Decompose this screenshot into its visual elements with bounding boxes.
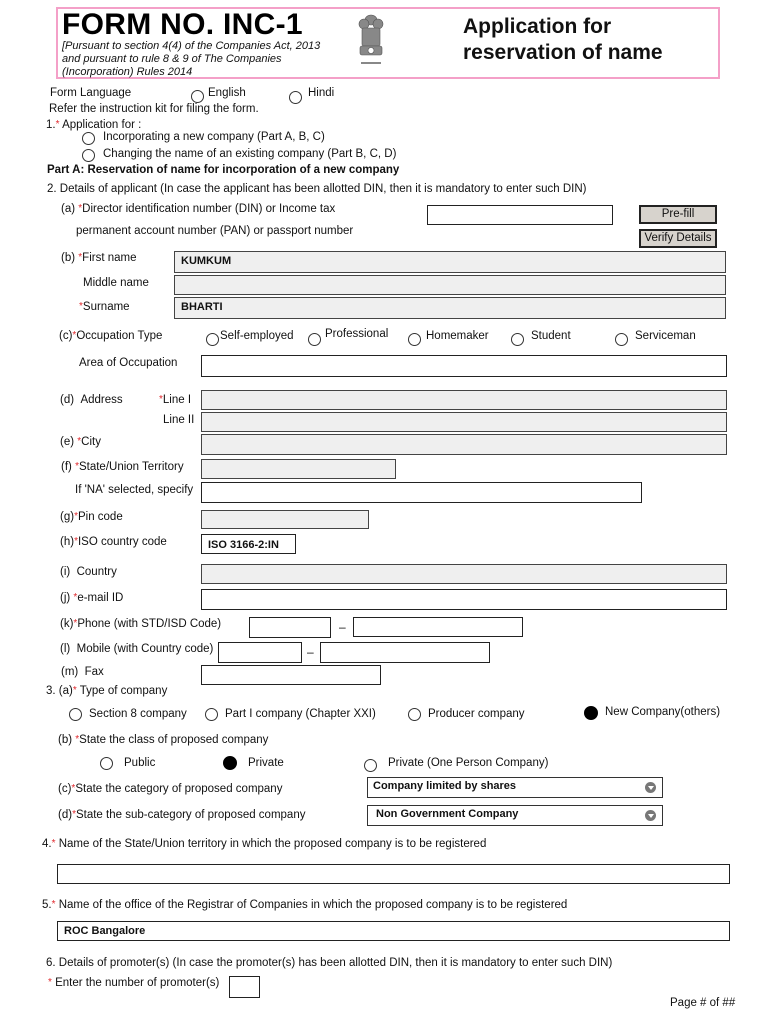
- radio-student[interactable]: [511, 333, 524, 346]
- prefill-button[interactable]: Pre-fill: [639, 205, 717, 224]
- q2f-prefix: (f): [61, 461, 72, 473]
- din-pan-input[interactable]: [427, 205, 613, 225]
- q2k-prefix: (k): [60, 618, 74, 630]
- radio-change-name-label: Changing the name of an existing company (Part B, C, D): [103, 148, 397, 160]
- page-title: [463, 14, 663, 66]
- q2-heading: 2. Details of applicant (In case the applicant has been allotted DIN, then it is mandatory to enter such DIN): [47, 183, 587, 195]
- occupation-type-label-text: Occupation Type: [76, 330, 163, 342]
- q1-number: 1.: [46, 119, 56, 131]
- q4-label: [42, 838, 486, 850]
- pursuant-text: [62, 40, 352, 79]
- surname-value: BHARTI: [181, 301, 223, 313]
- email-label-text: e-mail ID: [77, 592, 124, 604]
- q2a-label-line-2: permanent account number (PAN) or passport number: [76, 225, 354, 237]
- country-label: [60, 566, 117, 578]
- required-marker: *: [51, 838, 56, 849]
- required-marker: *: [71, 783, 76, 794]
- surname-label: [79, 301, 130, 313]
- occupation-type-label: [59, 330, 162, 342]
- q1-label: [46, 119, 141, 131]
- radio-student-label: Student: [531, 330, 571, 342]
- q2a-label: [61, 203, 335, 215]
- chevron-down-icon: [645, 782, 656, 793]
- pin-code-label: [60, 511, 123, 523]
- q2m-prefix: (m): [61, 666, 79, 678]
- mobile-label: [60, 643, 213, 655]
- verify-details-button[interactable]: Verify Details: [639, 229, 717, 248]
- q5-number: 5.: [42, 899, 52, 911]
- required-marker: *: [159, 394, 163, 405]
- title-line-1: Application for: [463, 15, 612, 38]
- required-marker: *: [51, 899, 56, 910]
- category-select[interactable]: [367, 777, 663, 798]
- middle-name-label: Middle name: [83, 277, 149, 289]
- page-number: Page # of ##: [670, 997, 736, 1009]
- na-specify-input[interactable]: [201, 482, 642, 503]
- state-input[interactable]: [201, 459, 396, 479]
- title-line-2: reservation of name: [463, 41, 663, 64]
- required-marker: *: [78, 252, 83, 263]
- radio-section-8-company[interactable]: [69, 708, 82, 721]
- radio-private-label: Private: [248, 757, 284, 769]
- category-label: [58, 783, 282, 795]
- radio-new-company-others-label: New Company(others): [605, 706, 721, 718]
- q3a-prefix: 3. (a): [46, 685, 73, 697]
- middle-name-input[interactable]: [174, 275, 726, 295]
- q5-label: [42, 899, 567, 911]
- required-marker: *: [79, 301, 83, 312]
- q1-label-text: Application for :: [62, 119, 142, 131]
- radio-producer-company[interactable]: [408, 708, 421, 721]
- iso-country-code-label-text: ISO country code: [77, 536, 167, 548]
- city-label: [60, 436, 101, 448]
- radio-homemaker-label: Homemaker: [426, 330, 489, 342]
- q4-number: 4.: [42, 838, 52, 850]
- pursuant-line-1: [Pursuant to section 4(4) of the Companies Act, 2013: [62, 40, 321, 52]
- class-of-company-label-text: State the class of proposed company: [79, 734, 269, 746]
- class-of-company-label: [58, 734, 268, 746]
- required-marker: *: [77, 436, 82, 447]
- area-of-occupation-label: Area of Occupation: [79, 357, 178, 369]
- q3b-prefix: (b): [58, 734, 73, 746]
- fax-label: [61, 666, 104, 678]
- pursuant-line-3: (Incorporation) Rules 2014: [62, 66, 193, 78]
- pursuant-line-2: and pursuant to rule 8 & 9 of The Companies: [62, 53, 282, 65]
- radio-professional[interactable]: [308, 333, 321, 346]
- radio-professional-label: Professional: [325, 328, 389, 340]
- required-marker: *: [48, 977, 52, 988]
- sub-category-label-text: State the sub-category of proposed company: [75, 809, 306, 821]
- first-name-label-text: First name: [82, 252, 137, 264]
- address-line2-label: Line II: [163, 414, 195, 426]
- q5-label-text: Name of the office of the Registrar of Companies in which the proposed company is to be registered: [58, 899, 568, 911]
- iso-country-code-label: [60, 536, 167, 548]
- surname-label-text: Surname: [82, 301, 130, 313]
- address-label-text: Address: [80, 394, 123, 406]
- q6-heading: 6. Details of promoter(s) (In case the promoter(s) has been allotted DIN, then it is mandatory to enter such DIN): [46, 957, 613, 969]
- radio-part-i-company-label: Part I company (Chapter XXI): [225, 708, 376, 720]
- address-line1-label-text: Line I: [162, 394, 192, 406]
- sub-category-select-value: Non Government Company: [376, 808, 519, 820]
- required-marker: *: [78, 203, 83, 214]
- q2a-label-line-1: Director identification number (DIN) or Income tax: [82, 203, 336, 215]
- mobile-country-code-input[interactable]: [218, 642, 302, 663]
- part-a-heading: Part A: Reservation of name for incorporation of a new company: [47, 164, 400, 176]
- first-name-label: [61, 252, 137, 264]
- radio-section-8-company-label: Section 8 company: [89, 708, 187, 720]
- email-label: [60, 592, 123, 604]
- required-marker: *: [73, 592, 78, 603]
- q2g-prefix: (g): [60, 511, 75, 523]
- sub-category-label: [58, 809, 305, 821]
- first-name-input[interactable]: [174, 251, 726, 273]
- q2e-prefix: (e): [60, 436, 75, 448]
- first-name-value: KUMKUM: [181, 255, 232, 267]
- radio-homemaker[interactable]: [408, 333, 421, 346]
- national-emblem-icon: [356, 12, 386, 74]
- phone-number-input[interactable]: [353, 617, 523, 637]
- iso-country-code-value: ISO 3166-2:IN: [208, 539, 279, 551]
- area-of-occupation-input[interactable]: [201, 355, 727, 377]
- mobile-number-input[interactable]: [320, 642, 490, 663]
- required-marker: *: [75, 734, 80, 745]
- roc-office-input[interactable]: [57, 921, 730, 941]
- q3c-prefix: (c): [58, 783, 72, 795]
- radio-english-label: English: [208, 87, 246, 99]
- radio-new-company-others[interactable]: [584, 706, 598, 720]
- required-marker: *: [72, 330, 77, 341]
- chevron-down-icon: [645, 810, 656, 821]
- na-specify-label: If 'NA' selected, specify: [75, 484, 194, 496]
- promoter-count-input[interactable]: [229, 976, 260, 998]
- radio-public[interactable]: [100, 757, 113, 770]
- fax-label-text: Fax: [84, 666, 104, 678]
- phone-label-text: Phone (with STD/ISD Code): [77, 618, 222, 630]
- phone-std-code-input[interactable]: [249, 617, 331, 638]
- iso-country-code-field: [201, 534, 296, 554]
- q4-label-text: Name of the State/Union territory in which the proposed company is to be registered: [58, 838, 487, 850]
- radio-serviceman-label: Serviceman: [635, 330, 696, 342]
- sub-category-select[interactable]: [367, 805, 663, 826]
- required-marker: *: [74, 511, 78, 522]
- required-marker: *: [73, 618, 78, 629]
- promoter-count-label-text: Enter the number of promoter(s): [55, 977, 220, 989]
- country-input[interactable]: [201, 564, 727, 584]
- radio-private[interactable]: [223, 756, 237, 770]
- q2a-prefix: (a): [61, 203, 76, 215]
- address-line2-input[interactable]: [201, 412, 727, 432]
- state-label-text: State/Union Territory: [78, 461, 184, 473]
- q3d-prefix: (d): [58, 809, 73, 821]
- radio-producer-company-label: Producer company: [428, 708, 525, 720]
- promoter-count-label: [48, 977, 219, 989]
- mobile-label-text: Mobile (with Country code): [76, 643, 214, 655]
- address-line1-input[interactable]: [201, 390, 727, 410]
- q2c-prefix: (c): [59, 330, 73, 342]
- radio-incorporate-new[interactable]: [82, 132, 95, 145]
- category-label-text: State the category of proposed company: [75, 783, 283, 795]
- address-line1-label: [159, 394, 191, 406]
- state-of-registration-input[interactable]: [57, 864, 730, 884]
- state-label: [61, 461, 184, 473]
- fax-input[interactable]: [201, 665, 381, 685]
- radio-serviceman[interactable]: [615, 333, 628, 346]
- type-of-company-label-text: Type of company: [79, 685, 168, 697]
- q2i-prefix: (i): [60, 566, 71, 578]
- category-select-value: Company limited by shares: [373, 780, 517, 792]
- form-language-label: Form Language: [50, 87, 132, 99]
- q2b-prefix: (b): [61, 252, 76, 264]
- radio-private-opc-label: Private (One Person Company): [388, 757, 549, 769]
- q2h-prefix: (h): [60, 536, 75, 548]
- city-label-text: City: [81, 436, 101, 448]
- required-marker: *: [72, 685, 77, 696]
- radio-private-opc[interactable]: [364, 759, 377, 772]
- pin-code-input[interactable]: [201, 510, 369, 529]
- radio-self-employed[interactable]: [206, 333, 219, 346]
- form-number: FORM NO. INC-1: [62, 8, 303, 41]
- mobile-separator: –: [307, 645, 314, 659]
- radio-hindi[interactable]: [289, 91, 302, 104]
- pin-code-label-text: Pin code: [77, 511, 123, 523]
- radio-english[interactable]: [191, 90, 204, 103]
- instruction-text: Refer the instruction kit for filing the form.: [49, 103, 259, 115]
- required-marker: *: [74, 536, 78, 547]
- roc-office-value: ROC Bangalore: [64, 925, 146, 937]
- required-marker: *: [75, 461, 79, 472]
- address-label: [60, 394, 123, 406]
- radio-self-employed-label: Self-employed: [220, 330, 294, 342]
- radio-change-name[interactable]: [82, 149, 95, 162]
- q2d-prefix: (d): [60, 394, 75, 406]
- email-input[interactable]: [201, 589, 727, 610]
- radio-incorporate-new-label: Incorporating a new company (Part A, B, C): [103, 131, 325, 143]
- phone-separator: –: [339, 620, 346, 634]
- country-label-text: Country: [76, 566, 117, 578]
- radio-public-label: Public: [124, 757, 156, 769]
- required-marker: *: [72, 809, 76, 820]
- required-marker: *: [55, 119, 60, 130]
- q2j-prefix: (j): [60, 592, 71, 604]
- surname-input[interactable]: [174, 297, 726, 319]
- phone-label: [60, 618, 221, 630]
- type-of-company-label: [46, 685, 167, 697]
- q2l-prefix: (l): [60, 643, 71, 655]
- radio-hindi-label: Hindi: [308, 87, 335, 99]
- radio-part-i-company[interactable]: [205, 708, 218, 721]
- city-input[interactable]: [201, 434, 727, 455]
